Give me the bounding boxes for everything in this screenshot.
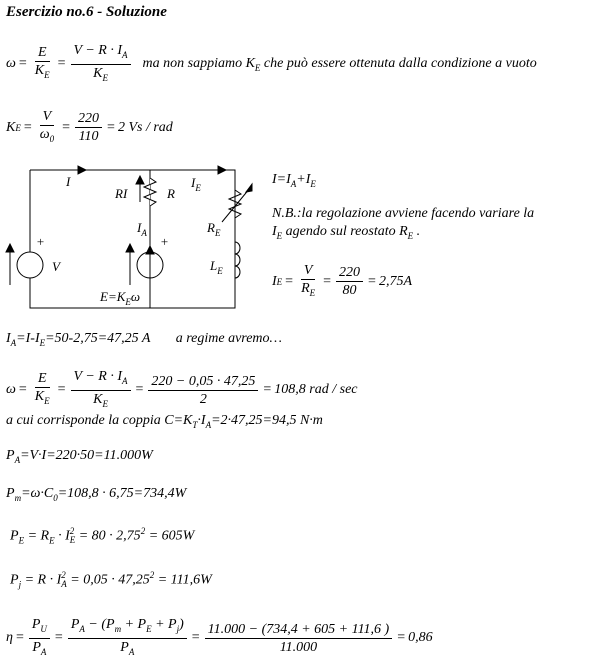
label-V: V — [52, 259, 60, 274]
power-pj: $P_j = R \cdot I$ 2 A = $0,05 \cdot 47,25^2 = 111,6W$ — [10, 570, 212, 590]
fraction: $\frac{E}{K_E}$ — [34, 371, 50, 407]
label-E: $E=K_E\omega$ — [100, 289, 141, 307]
label-LE: $L_E$ — [210, 258, 223, 276]
equation-omega-regime: ω = $\frac{E}{K_E}$ = $\frac{V - R \cdot I_A}{K_E}$ = $\frac{220 - 0,05 \cdot 47,25}{2}$ = 108,8 rad / sec — [6, 368, 358, 413]
power-pm: $P_m=\omega\cdot C_0=108,8 \cdot 6,75=734,4W$ — [6, 486, 187, 503]
ia-result-line: $I_A=I-I_E=50-2,75=47,25$ A a regime avremo… — [6, 331, 282, 348]
page-title: Esercizio no.6 - Soluzione — [6, 4, 167, 20]
fraction: $\frac{E}{K_E}$ — [34, 45, 50, 81]
nb-line-1: N.B.:la regolazione avviene facendo variare la — [272, 206, 535, 221]
circuit-diagram — [0, 160, 270, 320]
label-current-I: I — [66, 174, 71, 189]
fraction: $\frac{P_A - (P_m + P_E + P_j)}{P_A}$ — [68, 616, 187, 661]
eq-lhs: ω — [6, 56, 16, 72]
fraction: $\frac{11.000 - (734,4 + 605 + 111,6 )}{11.000}$ — [205, 621, 393, 656]
fraction: $\frac{220}{110}$ — [75, 110, 102, 145]
svg-text:+: + — [160, 234, 169, 249]
fraction: $\frac{220 - 0,05 \cdot 47,25}{2}$ — [148, 373, 258, 408]
label-IA: $I_A$ — [137, 220, 147, 238]
current-relation: $I=I_A+I_E$ — [272, 172, 316, 189]
svg-text:+: + — [36, 234, 45, 249]
power-pe: $P_E = R_E \cdot I$ 2 E = $80 \cdot 2,75^2 = 605W$ — [10, 526, 195, 546]
equation-omega: ω = $\frac{E}{K_E}$ = $\frac{V - R \cdot I_A}{K_E}$ ma non sappiamo $K_E$ che può essere ottenuta dalla condizione a vuoto — [6, 42, 537, 87]
label-IE: $I_E$ — [191, 175, 201, 193]
nb-line-2: $I_E$ agendo sul reostato $R_E$ . — [272, 224, 421, 241]
equation-ie: I E = $\frac{V}{R_E}$ = $\frac{220}{80}$ = 2,75A — [272, 262, 412, 302]
fraction: $\frac{P_U}{P_A}$ — [29, 616, 50, 661]
fraction: $\frac{V}{R_E}$ — [301, 263, 316, 298]
fraction: $\frac{V - R \cdot I_A}{K_E}$ — [71, 368, 131, 413]
label-RI: RI — [115, 186, 128, 201]
fraction: $\frac{V - R \cdot I_A}{K_E}$ — [71, 42, 131, 87]
equation-ke: K E = $\frac{V}{\omega_0}$ = $\frac{220}{110}$ = 2 Vs / rad — [6, 108, 173, 148]
label-RE: $R_E$ — [207, 220, 221, 238]
power-pa: $P_A=V\cdot I=220\cdot 50=11.000W$ — [6, 448, 153, 465]
fraction: $\frac{220}{80}$ — [336, 264, 363, 299]
equation-efficiency: η = $\frac{P_U}{P_A}$ = $\frac{P_A - (P_m + P_E + P_j)}{P_A}$ = $\frac{11.000 - (734,4 + 605 + 111,6 )}{11.000}$ = 0,86 — [6, 616, 433, 661]
equation-note: ma non sappiamo $K_E$ che può essere ottenuta dalla condizione a vuoto — [142, 55, 537, 73]
torque-line: a cui corrisponde la coppia $C=K_T\cdot I_A=2\cdot 47,25=94,5$ N·m — [6, 413, 323, 430]
label-R: R — [167, 186, 175, 201]
eq-result: 2 Vs / rad — [117, 119, 173, 135]
fraction: $\frac{V}{\omega_0}$ — [39, 109, 55, 144]
